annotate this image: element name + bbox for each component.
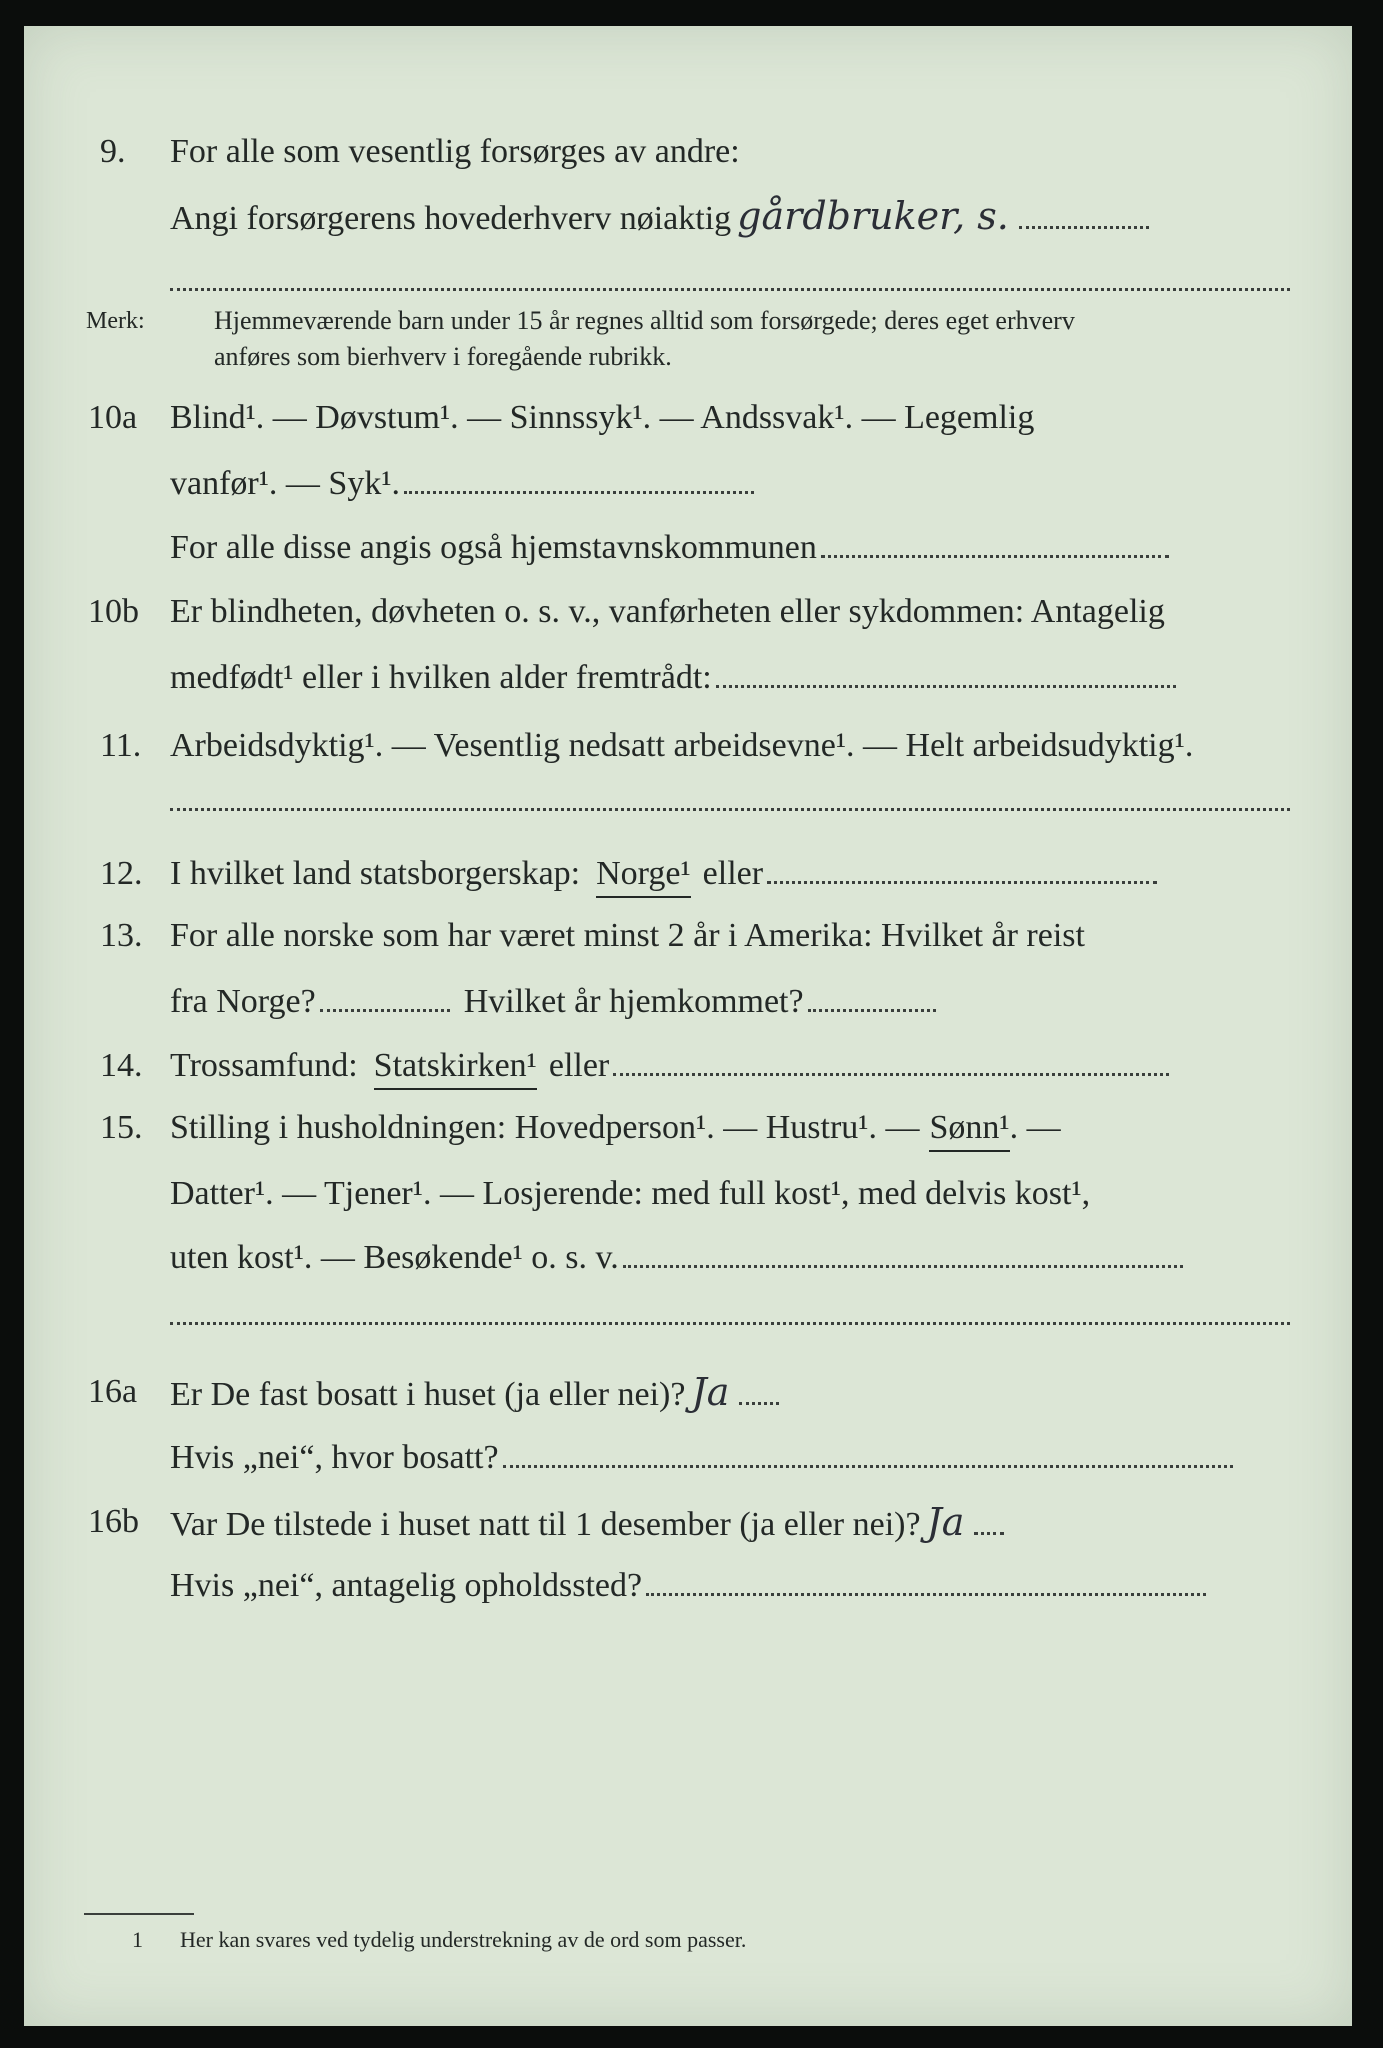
q15-line1-label: Stilling i husholdningen: Hovedperson¹. — Hustru¹. — [170,1109,920,1146]
q16b-answer-handwritten[interactable]: Ja [926,1500,965,1544]
q13-hjemkommet-label: Hvilket år hjemkommet? [463,983,804,1020]
q16b-opholdssted-field[interactable] [646,1592,1206,1596]
q13-reist-label: fra Norge? [170,983,316,1020]
q14-statskirken-option-underlined[interactable]: Statskirken¹ [374,1046,537,1090]
q9-answer-handwritten[interactable]: gårdbruker, s. [737,194,1009,238]
q13-hjemkommet-field[interactable] [808,1008,936,1012]
q13-number: 13. [100,917,143,954]
q10a-line3-label: For alle disse angis også hjemstavnskommunen [170,529,817,566]
q9-answer-field[interactable] [1019,225,1149,229]
q14-number: 14. [100,1047,143,1084]
q12-norge-option-underlined[interactable]: Norge¹ [596,854,691,898]
q10b-line2-label: medfødt¹ eller i hvilken alder fremtrådt: [170,659,712,696]
q15-line1-end: . — [1009,1109,1061,1146]
q10b-number: 10b [88,593,139,630]
q16a-line1-label: Er De fast bosatt i huset (ja eller nei)? [170,1376,686,1413]
q16a-line1 [170,1372,779,1415]
q12-label: I hvilket land statsborgerskap: [170,855,581,892]
q9-line2 [170,196,1149,239]
q16a-line2-label: Hvis „nei“, hvor bosatt? [170,1439,499,1476]
footnote-mark: 1 [132,1927,143,1952]
q15-line3 [170,1238,1183,1278]
q10a-line2 [170,464,754,504]
q16a-bosatt-field[interactable] [503,1464,1233,1468]
q15-extra-line[interactable] [170,1322,1290,1325]
q15-sonn-option-underlined[interactable]: Sønn¹ [929,1108,1009,1152]
q10a-line2-label: vanfør¹. — Syk¹. [170,465,401,502]
q16b-line1 [170,1502,1004,1545]
q10b-alder-field[interactable] [716,684,1176,688]
q9-line2-label: Angi forsørgerens hovederhverv nøiaktig [170,200,732,237]
q10a-number: 10a [88,399,138,436]
q11-number: 11. [100,727,142,764]
q15-line1 [170,1108,1061,1152]
q12-country-field[interactable] [767,880,1157,884]
q16b-line1-label: Var De tilstede i huset natt til 1 desember (ja eller nei)? [170,1506,921,1543]
q16a-line2 [170,1438,1233,1478]
q15-line2: Datter¹. — Tjener¹. — Losjerende: med full kost¹, med delvis kost¹, [170,1175,1091,1212]
q10a-syk-field[interactable] [404,490,754,494]
q10b-line1: Er blindheten, døvheten o. s. v., vanførheten eller sykdommen: Antagelig [170,593,1165,630]
q15-field[interactable] [623,1264,1183,1268]
footnote-text: Her kan svares ved tydelig understrekning av de ord som passer. [180,1927,747,1952]
q14-trossamfund-field[interactable] [613,1072,1169,1076]
q13-line2 [170,982,936,1022]
q9-extra-line[interactable] [170,288,1290,291]
q11-answer-line[interactable] [170,808,1290,811]
q16a-answer-handwritten[interactable]: Ja [691,1370,730,1414]
q9-number: 9. [100,133,126,170]
q12-line [170,854,1157,898]
q12-number: 12. [100,855,143,892]
q10b-line2 [170,658,1176,698]
q15-number: 15. [100,1109,143,1146]
q16b-number: 16b [88,1503,139,1540]
q16a-number: 16a [88,1373,138,1410]
q9-line1: For alle som vesentlig forsørges av andre: [170,133,740,170]
census-form-page [24,26,1352,2026]
merk-line1: Hjemmeværende barn under 15 år regnes alltid som forsørgede; deres eget erhverv [214,306,1075,335]
footnote-rule [84,1913,194,1915]
q15-line3-label: uten kost¹. — Besøkende¹ o. s. v. [170,1239,619,1276]
q14-eller: eller [548,1047,610,1084]
q16b-answer-field[interactable] [974,1531,1004,1535]
q12-eller: eller [702,855,764,892]
q10a-hjemstavn-field[interactable] [821,554,1169,558]
merk-line2: anføres som bierhverv i foregående rubrikk. [214,342,672,371]
q11-line1: Arbeidsdyktig¹. — Vesentlig nedsatt arbeidsevne¹. — Helt arbeidsudyktig¹. [170,727,1194,764]
q10a-line3 [170,528,1169,568]
merk-label: Merk: [86,308,145,334]
q14-label: Trossamfund: [170,1047,358,1084]
q13-reist-field[interactable] [320,1008,450,1012]
q16b-line2-label: Hvis „nei“, antagelig opholdssted? [170,1567,643,1604]
q14-line [170,1046,1169,1090]
q10a-line1: Blind¹. — Døvstum¹. — Sinnssyk¹. — Andssvak¹. — Legemlig [170,399,1035,436]
q13-line1: For alle norske som har været minst 2 år i Amerika: Hvilket år reist [170,917,1085,954]
q16a-answer-field[interactable] [739,1401,779,1405]
q16b-line2 [170,1566,1206,1606]
